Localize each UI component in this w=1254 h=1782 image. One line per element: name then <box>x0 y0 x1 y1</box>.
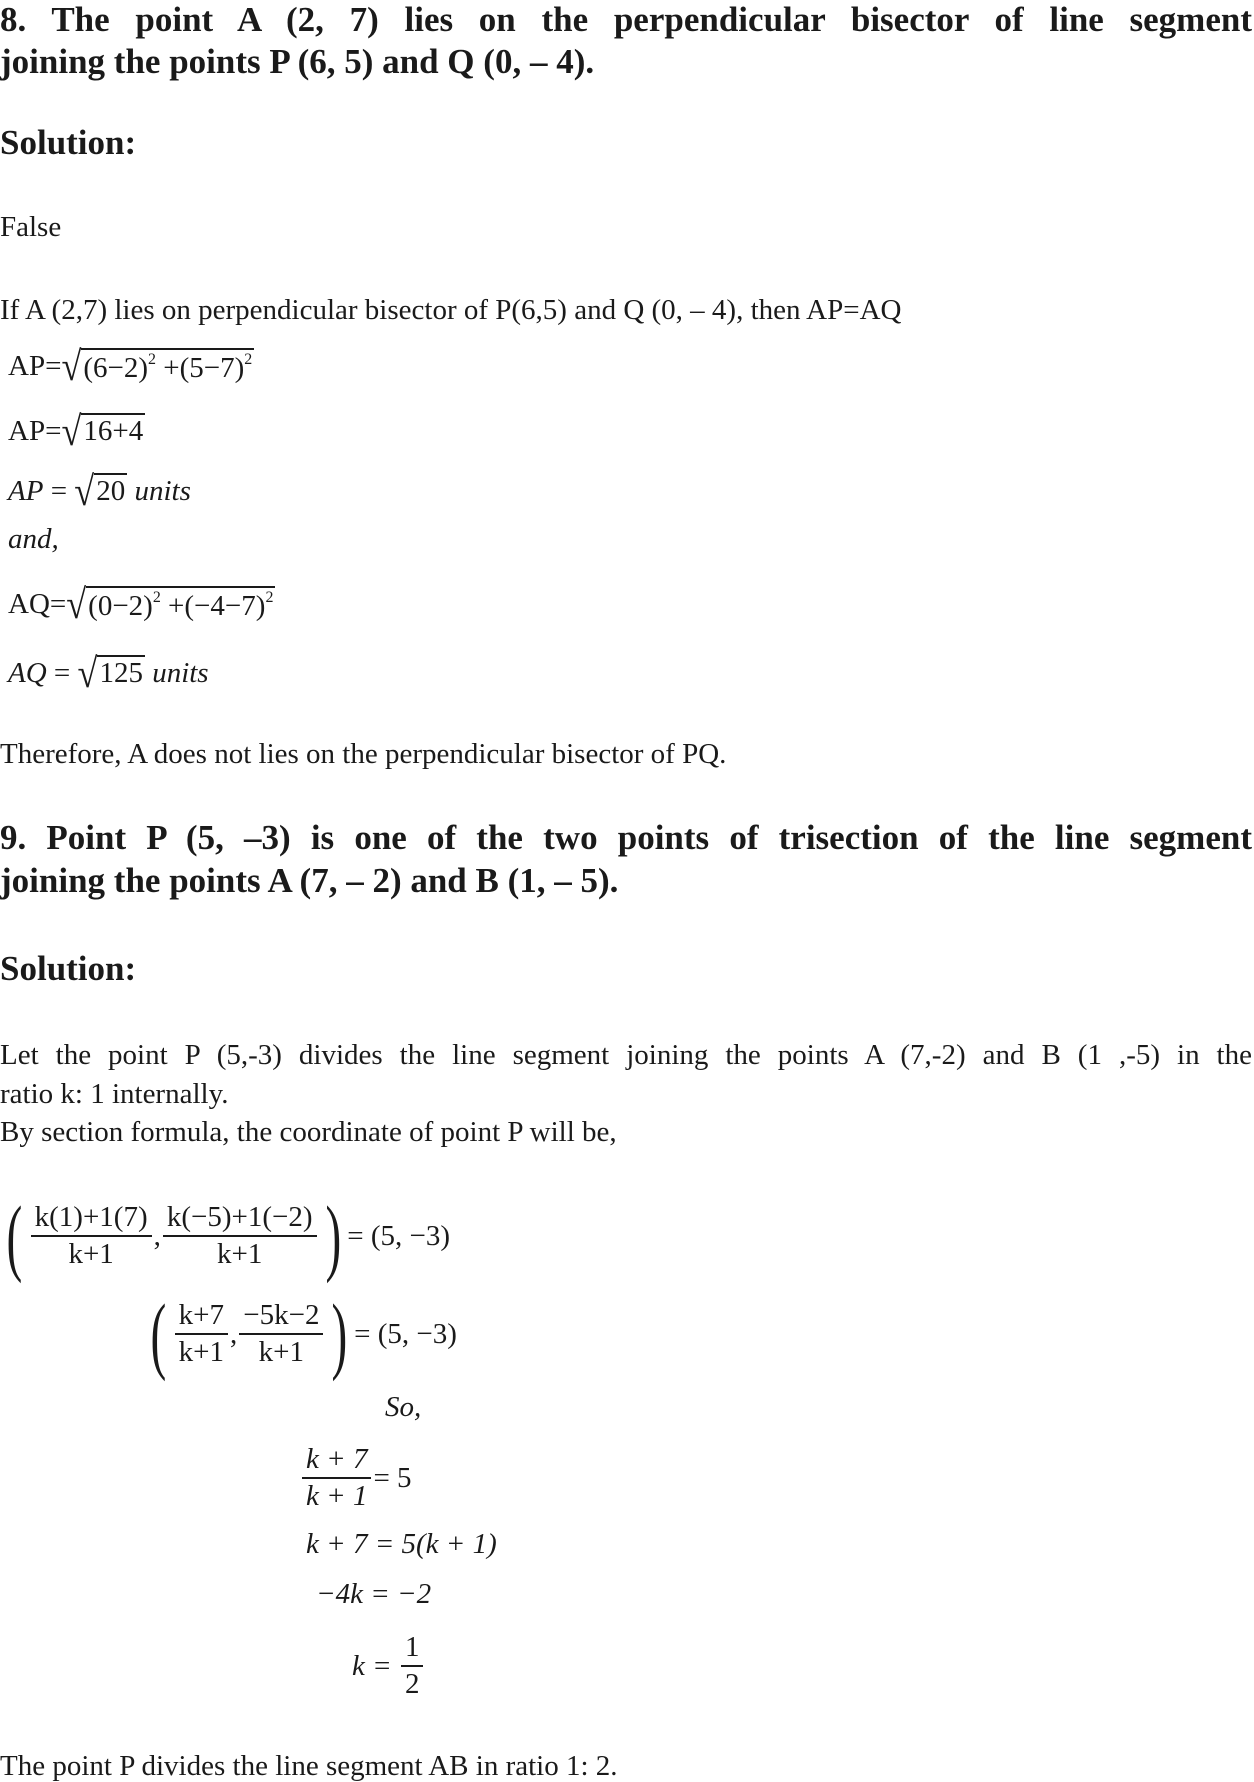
intro-line1: Let the point P (5,-3) divides the line segment joining the points A (7,-2) and B (1 ,-5) in the <box>0 1039 1252 1071</box>
radical-icon: √ <box>77 649 98 696</box>
section-formula-eq2: ( $\frac{k+7}{k+1}$ , $\frac{-5k-2}{k+1}$ ) = (5, −3) <box>150 1286 457 1382</box>
section-formula-eq1: ( $\frac{k(1)+1(7)}{k+1}$ , $\frac{k(-5)+1(-2)}{k+1}$ ) = (5, −3) <box>6 1188 450 1284</box>
solution-label-8: Solution: <box>0 123 137 162</box>
ap-lhs: AP= <box>8 349 62 382</box>
question-8-heading-line1: 8. The point A (2, 7) lies on the perpendicular bisector of line segment <box>0 0 1252 39</box>
conclusion-8: Therefore, A does not lies on the perpendicular bisector of PQ. <box>0 738 727 770</box>
step-fraction-equals-5: $\frac{k + 7}{k + 1}$ = 5 <box>300 1440 412 1516</box>
question-9-heading-line1: 9. Point P (5, –3) is one of the two points of trisection of the line segment <box>0 818 1252 857</box>
and-connector: and, <box>8 523 59 555</box>
step-simplify: −4k = −2 <box>316 1578 432 1610</box>
solution-label-9: Solution: <box>0 949 137 988</box>
radical-icon: √ <box>66 580 87 627</box>
ap-distance-formula <box>8 336 254 396</box>
so-connector: So, <box>385 1391 422 1423</box>
left-paren: ( <box>6 1188 23 1284</box>
radical-icon: √ <box>61 342 82 389</box>
question-8-heading-line2: joining the points P (6, 5) and Q (0, – 4). <box>0 42 595 81</box>
radical-icon: √ <box>74 467 95 514</box>
right-paren: ) <box>325 1188 341 1284</box>
right-paren: ) <box>331 1286 348 1382</box>
sqrt-expression: √ $(6-2)^2 +(5-7)^2$ <box>61 342 253 389</box>
left-paren: ( <box>150 1286 167 1382</box>
aq-distance-formula: AQ= √ $(0-2)^2 +(-4-7)^2$ <box>8 580 274 627</box>
intro-line2: ratio k: 1 internally. <box>0 1078 229 1110</box>
answer-false: False <box>0 211 62 243</box>
intro-line3: By section formula, the coordinate of point P will be, <box>0 1116 617 1148</box>
reasoning-text: If A (2,7) lies on perpendicular bisector of P(6,5) and Q (0, – 4), then AP=AQ <box>0 294 902 326</box>
aq-result: AQ = √ 125 units <box>8 649 209 696</box>
ap-result: AP = √ 20 units <box>8 467 191 514</box>
ap-simplified: AP= √ 16+4 <box>8 407 144 454</box>
radical-icon: √ <box>61 407 82 454</box>
question-9-heading-line2: joining the points A (7, – 2) and B (1, – 5). <box>0 861 619 900</box>
step-k-value: k = $\frac{1}{2}$ <box>352 1628 425 1704</box>
step-cross-multiply: k + 7 = 5(k + 1) <box>306 1528 497 1560</box>
conclusion-9: The point P divides the line segment AB in ratio 1: 2. <box>0 1750 618 1782</box>
